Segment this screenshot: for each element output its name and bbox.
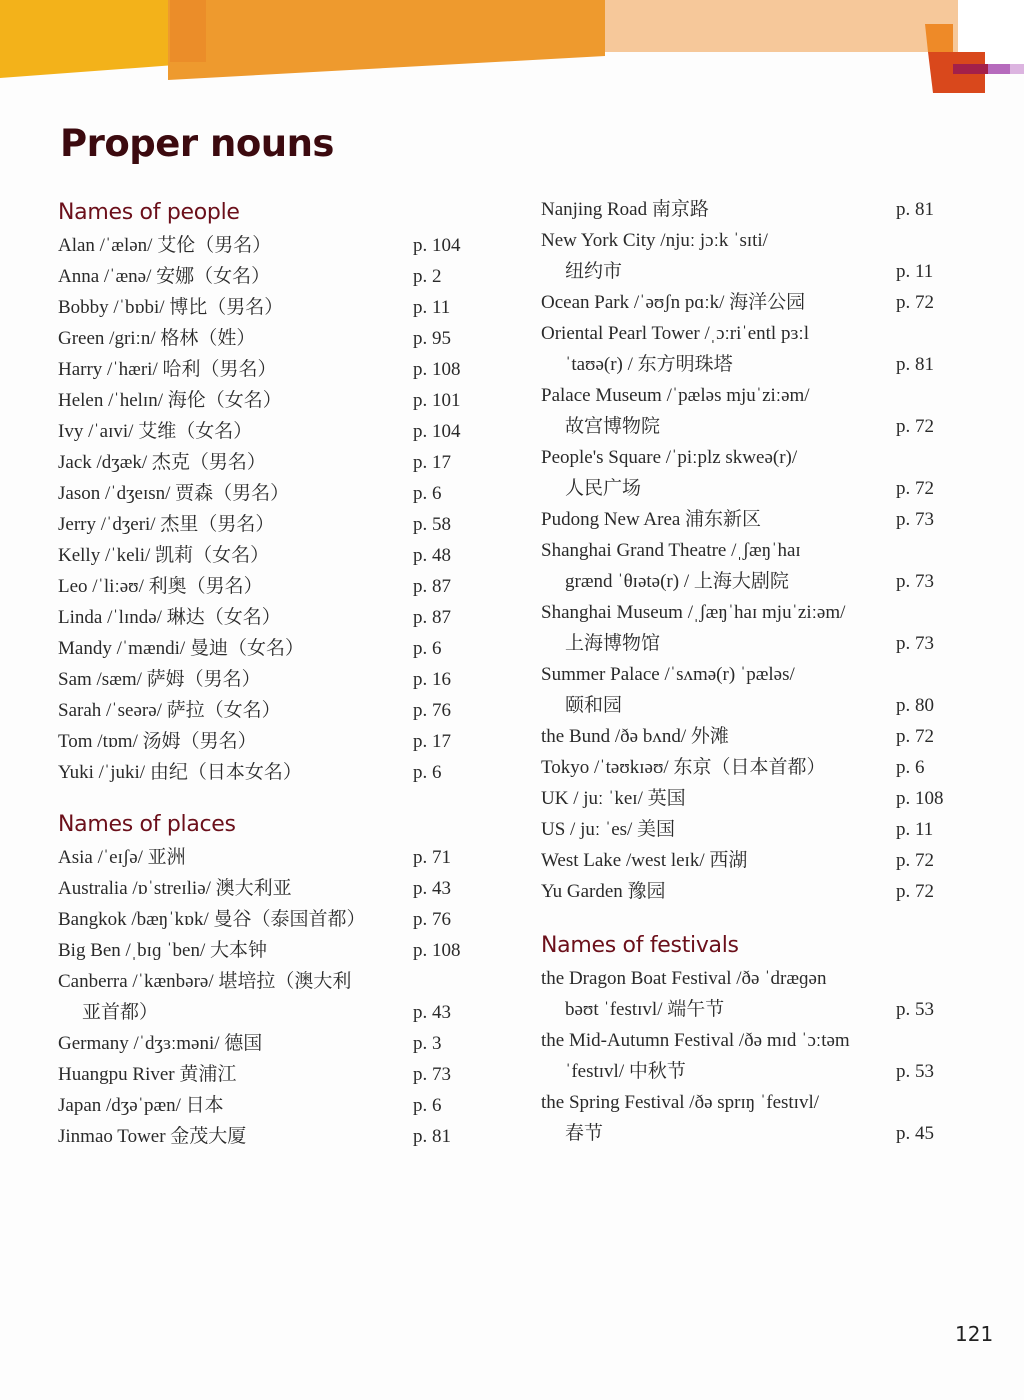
entry-page-ref: p. 73 — [896, 633, 934, 654]
entry-term: the Bund /ðə bʌnd/ 外滩 — [541, 726, 729, 747]
entry-row — [58, 842, 478, 873]
entry-row — [58, 757, 478, 788]
entry-term-continued: 上海博物馆 — [565, 633, 661, 654]
entry-term: the Dragon Boat Festival /ðə ˈdræɡən — [541, 968, 827, 989]
left-column — [58, 196, 478, 1152]
entry-row — [541, 752, 951, 783]
entry-row — [541, 442, 951, 504]
entry-row — [58, 1121, 478, 1152]
entry-row — [541, 535, 951, 597]
entry-row — [541, 814, 951, 845]
places-list-part-2 — [541, 194, 951, 907]
entry-page-ref: p. 72 — [896, 416, 934, 437]
entry-row — [58, 873, 478, 904]
entry-page-ref: p. 101 — [413, 390, 461, 411]
entry-row — [58, 416, 478, 447]
right-column — [541, 194, 951, 1149]
entry-page-ref: p. 72 — [896, 726, 934, 747]
entry-term: Sam /sæm/ 萨姆（男名） — [58, 669, 261, 690]
entry-term: Tokyo /ˈtəʊkɪəʊ/ 东京（日本首都） — [541, 757, 826, 778]
entry-term: Yu Garden 豫园 — [541, 881, 666, 902]
entry-page-ref: p. 2 — [413, 266, 442, 287]
entry-term: Tom /tɒm/ 汤姆（男名） — [58, 731, 257, 752]
entry-row — [58, 935, 478, 966]
entry-term-continued: ˈtaʊə(r) / 东方明珠塔 — [565, 354, 733, 375]
entry-page-ref: p. 72 — [896, 850, 934, 871]
entry-row — [58, 261, 478, 292]
entry-term: Harry /ˈhæri/ 哈利（男名） — [58, 359, 277, 380]
entry-row — [541, 963, 951, 1025]
entry-page-ref: p. 76 — [413, 700, 451, 721]
banner-maroon-stripe — [953, 64, 988, 74]
entry-term: Nanjing Road 南京路 — [541, 199, 709, 220]
page-title: Proper nouns — [60, 122, 334, 165]
entry-term: Helen /ˈhelɪn/ 海伦（女名） — [58, 390, 282, 411]
entry-row — [58, 633, 478, 664]
entry-page-ref: p. 80 — [896, 695, 934, 716]
entry-row — [58, 904, 478, 935]
entry-row — [58, 323, 478, 354]
section-heading-festivals: Names of festivals — [541, 933, 739, 958]
entry-term-continued: bəʊt ˈfestɪvl/ 端午节 — [565, 999, 725, 1020]
entry-term: Germany /ˈdʒɜːməni/ 德国 — [58, 1033, 263, 1054]
entry-page-ref: p. 95 — [413, 328, 451, 349]
entry-page-ref: p. 73 — [896, 571, 934, 592]
entry-term: Huangpu River 黄浦江 — [58, 1064, 237, 1085]
entry-term: Japan /dʒəˈpæn/ 日本 — [58, 1095, 224, 1116]
entry-page-ref: p. 81 — [896, 199, 934, 220]
entry-page-ref: p. 71 — [413, 847, 451, 868]
entry-page-ref: p. 73 — [413, 1064, 451, 1085]
entry-page-ref: p. 87 — [413, 607, 451, 628]
entry-page-ref: p. 72 — [896, 881, 934, 902]
entry-term: Kelly /ˈkeli/ 凯莉（女名） — [58, 545, 270, 566]
entry-page-ref: p. 72 — [896, 478, 934, 499]
entry-row — [541, 318, 951, 380]
entry-page-ref: p. 58 — [413, 514, 451, 535]
entry-term: Jack /dʒæk/ 杰克（男名） — [58, 452, 266, 473]
banner-orange-accent — [170, 0, 206, 62]
entry-page-ref: p. 6 — [413, 762, 442, 783]
entry-row — [58, 695, 478, 726]
entry-term: Jerry /ˈdʒeri/ 杰里（男名） — [58, 514, 275, 535]
entry-term: People's Square /ˈpiːplz skweə(r)/ — [541, 447, 798, 468]
entry-row — [58, 571, 478, 602]
entry-row — [541, 845, 951, 876]
entry-term: Anna /ˈænə/ 安娜（女名） — [58, 266, 271, 287]
entry-page-ref: p. 11 — [896, 261, 934, 282]
entry-term: Australia /ɒˈstreɪliə/ 澳大利亚 — [58, 878, 292, 899]
entry-term: Shanghai Grand Theatre /ˌʃæŋˈhaɪ — [541, 540, 801, 561]
entry-term: Leo /ˈliːəʊ/ 利奥（男名） — [58, 576, 263, 597]
entry-term-continued: 人民广场 — [565, 478, 642, 499]
banner-yellow-block — [0, 0, 175, 78]
entry-page-ref: p. 73 — [896, 509, 934, 530]
entry-term: Bobby /ˈbɒbi/ 博比（男名） — [58, 297, 284, 318]
banner-orange-square — [925, 24, 953, 52]
entry-term: US / juː ˈes/ 美国 — [541, 819, 676, 840]
entry-row — [58, 726, 478, 757]
entry-page-ref: p. 11 — [896, 819, 934, 840]
entry-term: Bangkok /bæŋˈkɒk/ 曼谷（泰国首都） — [58, 909, 366, 930]
entry-row — [58, 230, 478, 261]
entry-page-ref: p. 17 — [413, 731, 451, 752]
banner-peach-block — [605, 0, 958, 52]
entry-term-continued: ˈfestɪvl/ 中秋节 — [565, 1061, 686, 1082]
entry-row — [58, 1059, 478, 1090]
entry-row — [541, 1087, 951, 1149]
entry-page-ref: p. 108 — [413, 940, 461, 961]
people-list — [58, 230, 478, 788]
entry-page-ref: p. 104 — [413, 235, 461, 256]
entry-page-ref: p. 87 — [413, 576, 451, 597]
entry-page-ref: p. 6 — [413, 483, 442, 504]
entry-term-continued: 颐和园 — [565, 695, 623, 716]
entry-page-ref: p. 76 — [413, 909, 451, 930]
entry-term: Linda /ˈlɪndə/ 琳达（女名） — [58, 607, 281, 628]
section-heading-people: Names of people — [58, 200, 240, 225]
entry-page-ref: p. 48 — [413, 545, 451, 566]
entry-row — [541, 721, 951, 752]
entry-row — [58, 354, 478, 385]
entry-term: Canberra /ˈkænbərə/ 堪培拉（澳大利 — [58, 971, 352, 992]
banner-lilac-stripe — [1010, 64, 1024, 74]
entry-term: New York City /njuː jɔːk ˈsɪti/ — [541, 230, 768, 251]
entry-term: Green /griːn/ 格林（姓） — [58, 328, 256, 349]
entry-term: Summer Palace /ˈsʌmə(r) ˈpæləs/ — [541, 664, 795, 685]
entry-row — [58, 602, 478, 633]
entry-row — [58, 540, 478, 571]
entry-row — [541, 225, 951, 287]
entry-row — [58, 1090, 478, 1121]
entry-row — [541, 659, 951, 721]
entry-page-ref: p. 72 — [896, 292, 934, 313]
entry-row — [541, 504, 951, 535]
entry-row — [541, 194, 951, 225]
entry-page-ref: p. 53 — [896, 999, 934, 1020]
entry-row — [58, 478, 478, 509]
entry-page-ref: p. 6 — [413, 638, 442, 659]
entry-term: the Mid-Autumn Festival /ðə mɪd ˈɔːtəm — [541, 1030, 850, 1051]
entry-row — [541, 597, 951, 659]
entry-term: Yuki /ˈjuki/ 由纪（日本女名） — [58, 762, 302, 783]
decorative-banner — [0, 0, 1024, 110]
entry-page-ref: p. 17 — [413, 452, 451, 473]
entry-page-ref: p. 108 — [896, 788, 944, 809]
entry-term-continued: grænd ˈθɪətə(r) / 上海大剧院 — [565, 571, 789, 592]
banner-purple-stripe — [988, 64, 1010, 74]
entry-term: Mandy /ˈmændi/ 曼迪（女名） — [58, 638, 304, 659]
entry-term-continued: 故宫博物院 — [565, 416, 661, 437]
entry-page-ref: p. 6 — [896, 757, 925, 778]
entry-row — [541, 783, 951, 814]
entry-term: Big Ben /ˌbɪɡ ˈben/ 大本钟 — [58, 940, 267, 961]
entry-term: West Lake /west leɪk/ 西湖 — [541, 850, 748, 871]
entry-term: Jinmao Tower 金茂大厦 — [58, 1126, 247, 1147]
entry-row — [541, 1025, 951, 1087]
entry-row — [58, 509, 478, 540]
entry-row — [58, 385, 478, 416]
page-number: 121 — [955, 1322, 994, 1346]
entry-term: Pudong New Area 浦东新区 — [541, 509, 762, 530]
banner-orange-block — [168, 0, 605, 80]
entry-term-continued: 亚首都） — [82, 1002, 159, 1023]
places-list-part-1 — [58, 842, 478, 1152]
entry-page-ref: p. 81 — [896, 354, 934, 375]
entry-term-continued: 纽约市 — [565, 261, 623, 282]
entry-term: UK / juː ˈkeɪ/ 英国 — [541, 788, 686, 809]
entry-term: Ocean Park /ˈəʊʃn pɑːk/ 海洋公园 — [541, 292, 806, 313]
entry-row — [58, 447, 478, 478]
entry-term: the Spring Festival /ðə sprɪŋ ˈfestɪvl/ — [541, 1092, 820, 1113]
entry-page-ref: p. 81 — [413, 1126, 451, 1147]
entry-term: Sarah /ˈseərə/ 萨拉（女名） — [58, 700, 281, 721]
entry-page-ref: p. 43 — [413, 1002, 451, 1023]
entry-row — [58, 1028, 478, 1059]
entry-term-continued: 春节 — [565, 1123, 604, 1144]
entry-page-ref: p. 43 — [413, 878, 451, 899]
entry-row — [58, 292, 478, 323]
entry-row — [541, 876, 951, 907]
entry-row — [541, 380, 951, 442]
entry-page-ref: p. 11 — [413, 297, 451, 318]
entry-page-ref: p. 3 — [413, 1033, 442, 1054]
entry-term: Ivy /ˈaɪvi/ 艾维（女名） — [58, 421, 253, 442]
entry-page-ref: p. 16 — [413, 669, 451, 690]
entry-page-ref: p. 6 — [413, 1095, 442, 1116]
entry-row — [58, 966, 478, 1028]
festivals-list — [541, 963, 951, 1149]
entry-term: Shanghai Museum /ˌʃæŋˈhaɪ mjuˈziːəm/ — [541, 602, 846, 623]
entry-row — [58, 664, 478, 695]
entry-page-ref: p. 45 — [896, 1123, 934, 1144]
entry-term: Oriental Pearl Tower /ˌɔːriˈentl pɜːl — [541, 323, 809, 344]
entry-page-ref: p. 53 — [896, 1061, 934, 1082]
entry-term: Alan /ˈælən/ 艾伦（男名） — [58, 235, 272, 256]
entry-page-ref: p. 104 — [413, 421, 461, 442]
section-heading-places: Names of places — [58, 812, 236, 837]
entry-page-ref: p. 108 — [413, 359, 461, 380]
entry-row — [541, 287, 951, 318]
entry-term: Asia /ˈeɪʃə/ 亚洲 — [58, 847, 186, 868]
entry-term: Jason /ˈdʒeɪsn/ 贾森（男名） — [58, 483, 290, 504]
entry-term: Palace Museum /ˈpæləs mjuˈziːəm/ — [541, 385, 810, 406]
